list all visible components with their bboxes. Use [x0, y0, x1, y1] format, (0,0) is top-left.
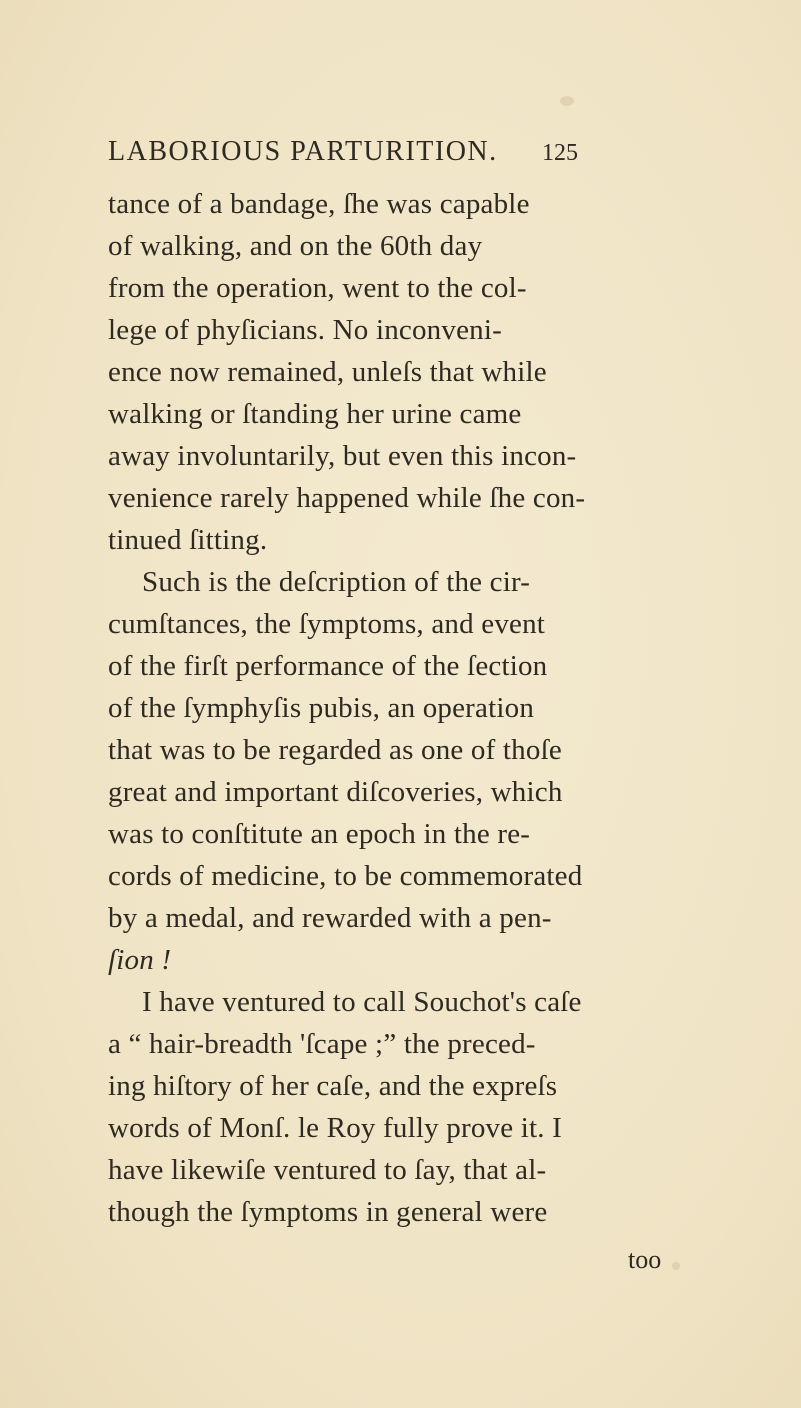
text-line: by a medal, and rewarded with a pen- [108, 902, 552, 934]
text-line: was to conſtitute an epoch in the re- [108, 818, 531, 850]
text-line: a “ hair-breadth 'ſcape ;” the preced- [108, 1028, 536, 1060]
text-line: ence now remained, unleſs that while [108, 356, 547, 388]
text-line: tinued ſitting. [108, 524, 268, 556]
catchword: too [628, 1245, 662, 1274]
text-line: ing hiſtory of her caſe, and the expreſs [108, 1070, 558, 1102]
page-number: 125 [542, 140, 578, 166]
text-line: venience rarely happened while ſhe con- [108, 482, 586, 514]
text-line: of the firſt performance of the ſection [108, 650, 548, 682]
paper-stain [672, 1262, 680, 1270]
text-line: from the operation, went to the col- [108, 272, 527, 304]
running-title: LABORIOUS PARTURITION. [108, 136, 498, 167]
paper-stain [560, 96, 574, 106]
text-line: great and important diſcoveries, which [108, 776, 563, 808]
text-line: ſion ! [108, 944, 172, 976]
text-line: cords of medicine, to be commemorated [108, 860, 583, 892]
text-line: Such is the deſcription of the cir- [142, 566, 531, 598]
running-head [108, 136, 578, 176]
text-line: I have ventured to call Souchot's caſe [142, 986, 582, 1018]
text-line: of the ſymphyſis pubis, an operation [108, 692, 535, 724]
text-line: words of Monſ. le Roy fully prove it. I [108, 1112, 563, 1144]
text-line: tance of a bandage, ſhe was capable [108, 188, 530, 220]
text-line: lege of phyſicians. No inconveni- [108, 314, 502, 346]
text-line: cumſtances, the ſymptoms, and event [108, 608, 546, 640]
text-line: away involuntarily, but even this incon- [108, 440, 577, 472]
text-line: though the ſymptoms in general were [108, 1196, 548, 1228]
text-line: that was to be regarded as one of thoſe [108, 734, 562, 766]
text-line: of walking, and on the 60th day [108, 230, 483, 262]
text-line: walking or ſtanding her urine came [108, 398, 522, 430]
text-line: have likewiſe ventured to ſay, that al- [108, 1154, 547, 1186]
